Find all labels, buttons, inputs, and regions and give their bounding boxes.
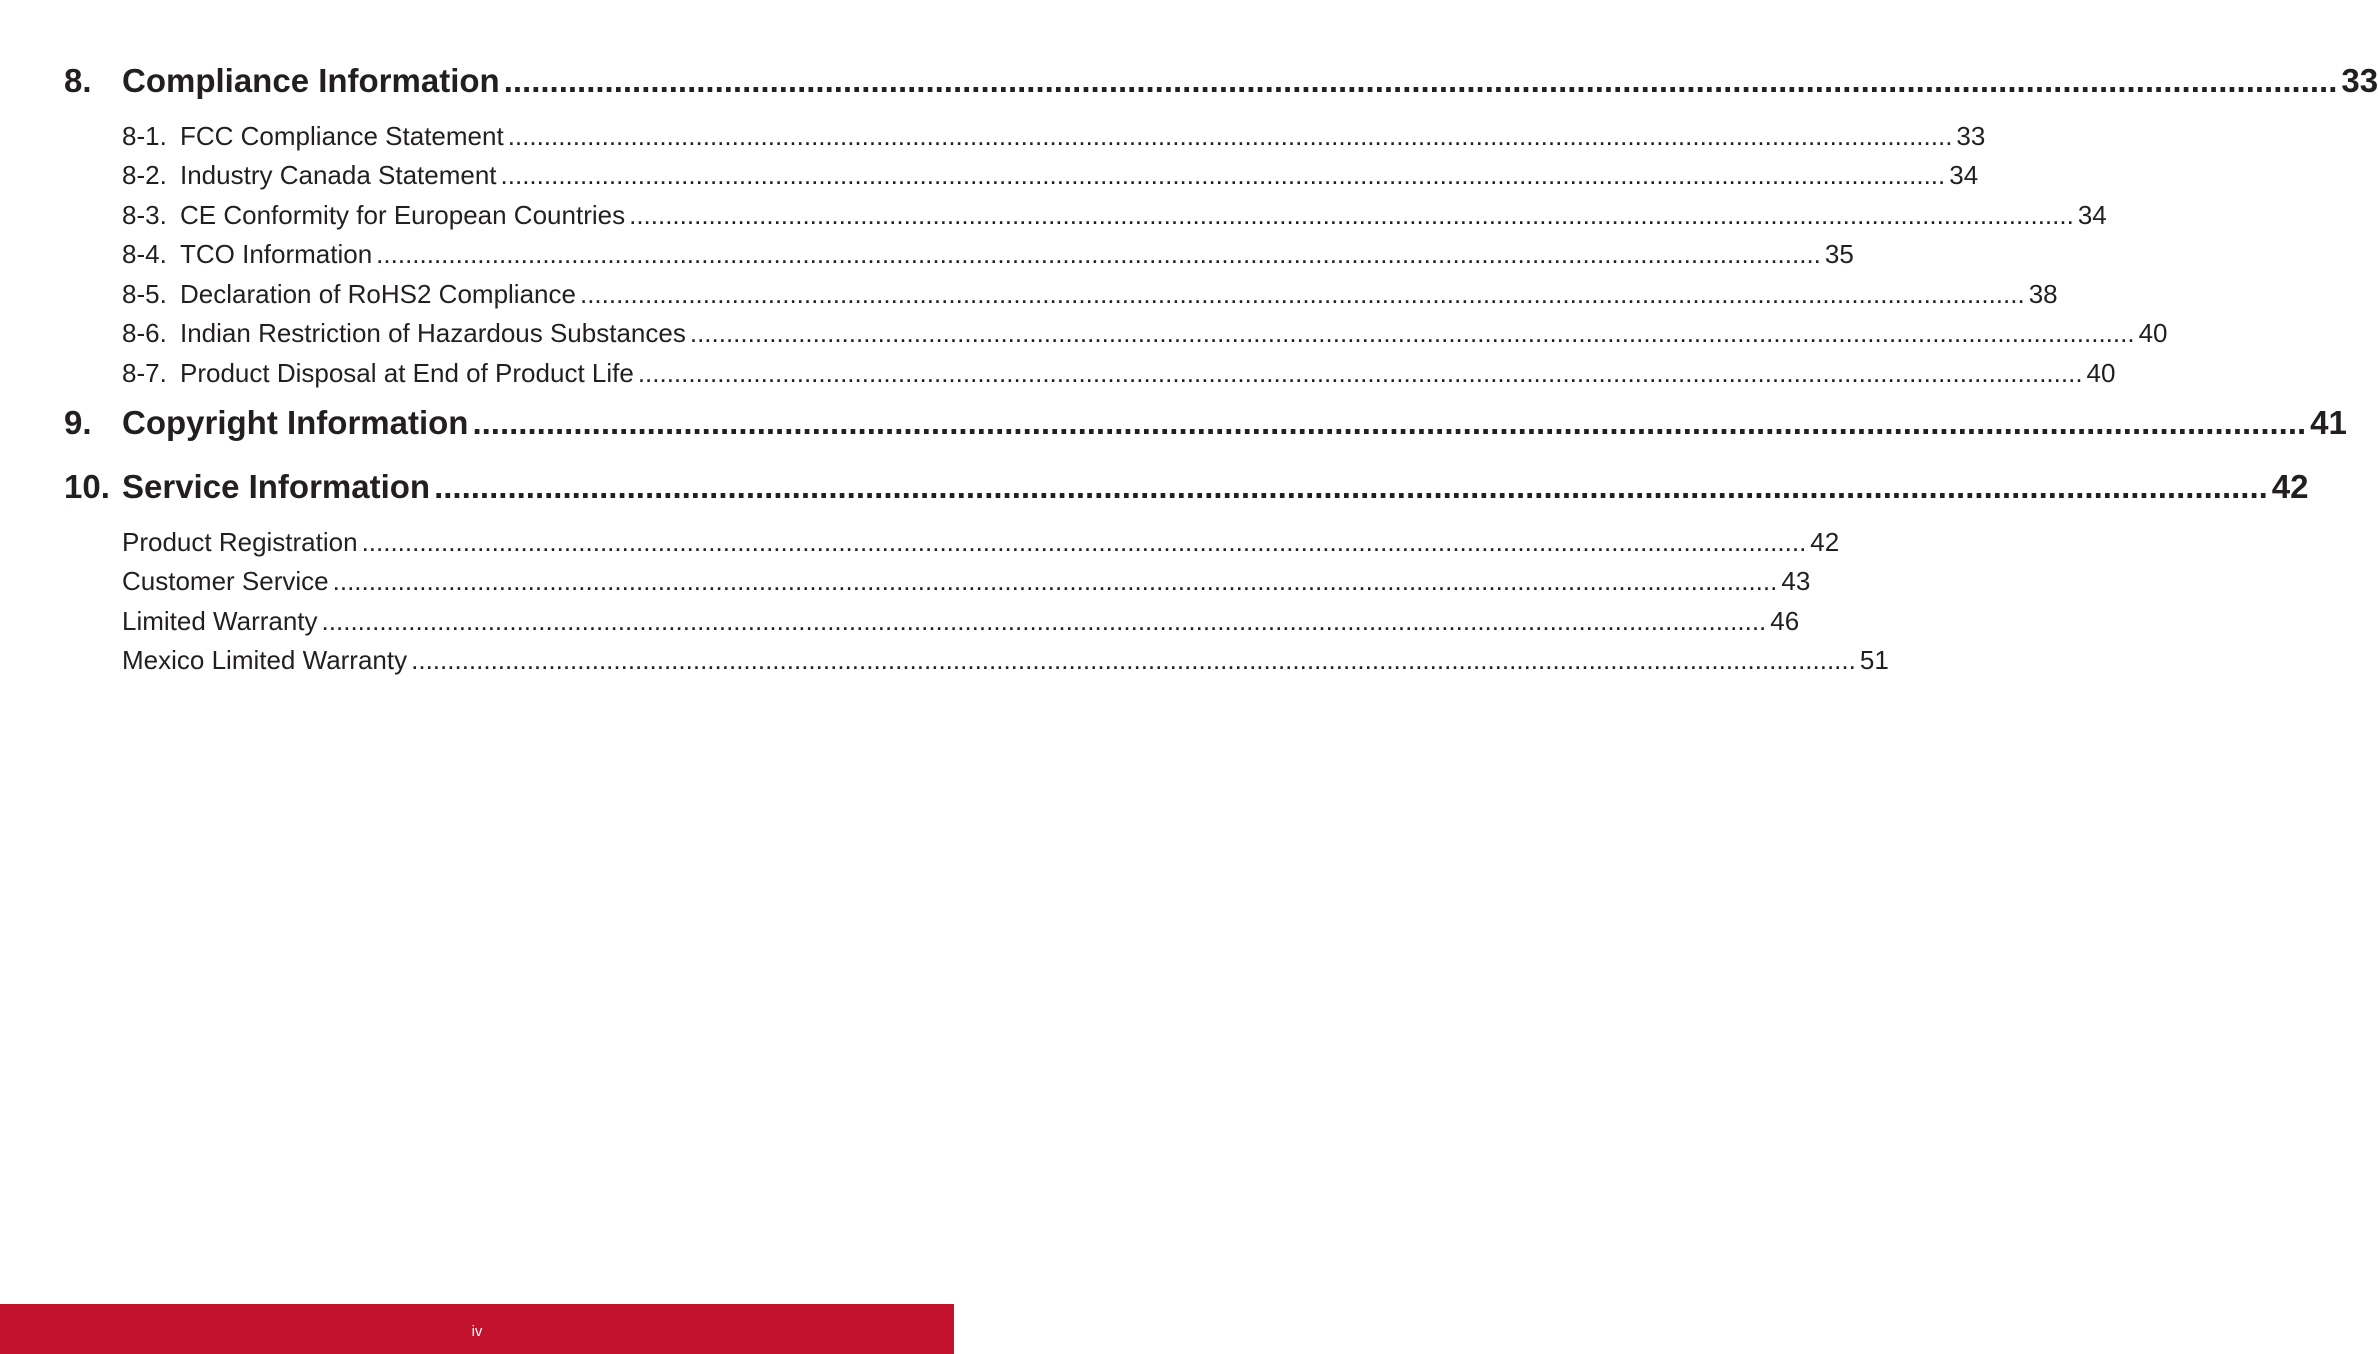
leader-dots: ........................................................................................................................................................................................................ (472, 404, 2307, 441)
item-page: 42 (1810, 527, 1840, 557)
toc-item-8-4[interactable] (122, 239, 1854, 270)
item-number: 8-2. (122, 160, 167, 190)
toc-item-8-2[interactable] (122, 160, 1979, 191)
item-title: TCO Information (180, 239, 373, 269)
item-title: Customer Service (122, 566, 329, 596)
item-page: 33 (1956, 121, 1986, 151)
item-page: 35 (1824, 239, 1854, 269)
section-title: Copyright Information (122, 404, 469, 441)
item-title: Indian Restriction of Hazardous Substances (180, 318, 686, 348)
toc-section-9[interactable] (64, 404, 2347, 442)
leader-dots: ........................................................................................................................................................................................................ (579, 279, 2025, 309)
item-title: Declaration of RoHS2 Compliance (180, 279, 576, 309)
toc-section-8[interactable] (64, 62, 2378, 100)
item-page: 34 (2077, 200, 2107, 230)
footer-bar (0, 1304, 954, 1354)
toc-item-product-registration[interactable] (122, 527, 1840, 558)
item-number: 8-5. (122, 279, 167, 309)
leader-dots: ........................................................................................................................................................................................................ (629, 200, 2074, 230)
leader-dots: ........................................................................................................................................................................................................ (321, 606, 1767, 636)
item-number: 8-4. (122, 239, 167, 269)
item-title: Product Disposal at End of Product Life (180, 358, 634, 388)
item-page: 46 (1770, 606, 1800, 636)
item-page: 40 (2086, 358, 2116, 388)
toc-item-8-6[interactable] (122, 318, 2168, 349)
item-page: 51 (1859, 645, 1889, 675)
leader-dots: ........................................................................................................................................................................................................ (361, 527, 1807, 557)
item-number: 8-6. (122, 318, 167, 348)
section-number: 10. (64, 468, 110, 505)
leader-dots: ........................................................................................................................................................................................................ (411, 645, 1856, 675)
leader-dots: ........................................................................................................................................................................................................ (434, 468, 2268, 505)
toc-item-customer-service[interactable] (122, 566, 1811, 597)
item-title: Limited Warranty (122, 606, 318, 636)
leader-dots: ........................................................................................................................................................................................................ (503, 62, 2338, 99)
item-number: 8-7. (122, 358, 167, 388)
section-page: 33 (2341, 62, 2378, 99)
toc-item-8-1[interactable] (122, 121, 1986, 152)
leader-dots: ........................................................................................................................................................................................................ (637, 358, 2083, 388)
item-title: CE Conformity for European Countries (180, 200, 626, 230)
toc-item-limited-warranty[interactable] (122, 606, 1800, 637)
section-title: Compliance Information (122, 62, 500, 99)
item-page: 43 (1781, 566, 1811, 596)
section-title: Service Information (122, 468, 431, 505)
leader-dots: ........................................................................................................................................................................................................ (376, 239, 1821, 269)
item-number: 8-1. (122, 121, 167, 151)
page-number: iv (471, 1323, 483, 1340)
leader-dots: ........................................................................................................................................................................................................ (689, 318, 2135, 348)
toc-item-mexico-limited-warranty[interactable] (122, 645, 1889, 676)
item-number: 8-3. (122, 200, 167, 230)
leader-dots: ........................................................................................................................................................................................................ (332, 566, 1778, 596)
section-number: 9. (64, 404, 92, 441)
toc-item-8-3[interactable] (122, 200, 2107, 231)
leader-dots: ........................................................................................................................................................................................................ (507, 121, 1953, 151)
section-number: 8. (64, 62, 92, 99)
item-title: FCC Compliance Statement (180, 121, 504, 151)
item-page: 38 (2028, 279, 2058, 309)
item-title: Mexico Limited Warranty (122, 645, 408, 675)
item-title: Industry Canada Statement (180, 160, 497, 190)
toc-section-10[interactable] (64, 468, 2309, 506)
item-title: Product Registration (122, 527, 358, 557)
section-page: 42 (2271, 468, 2309, 505)
section-page: 41 (2310, 404, 2347, 441)
item-page: 40 (2138, 318, 2168, 348)
item-page: 34 (1949, 160, 1979, 190)
leader-dots: ........................................................................................................................................................................................................ (500, 160, 1946, 190)
toc-item-8-5[interactable] (122, 279, 2058, 310)
toc-item-8-7[interactable] (122, 358, 2116, 389)
